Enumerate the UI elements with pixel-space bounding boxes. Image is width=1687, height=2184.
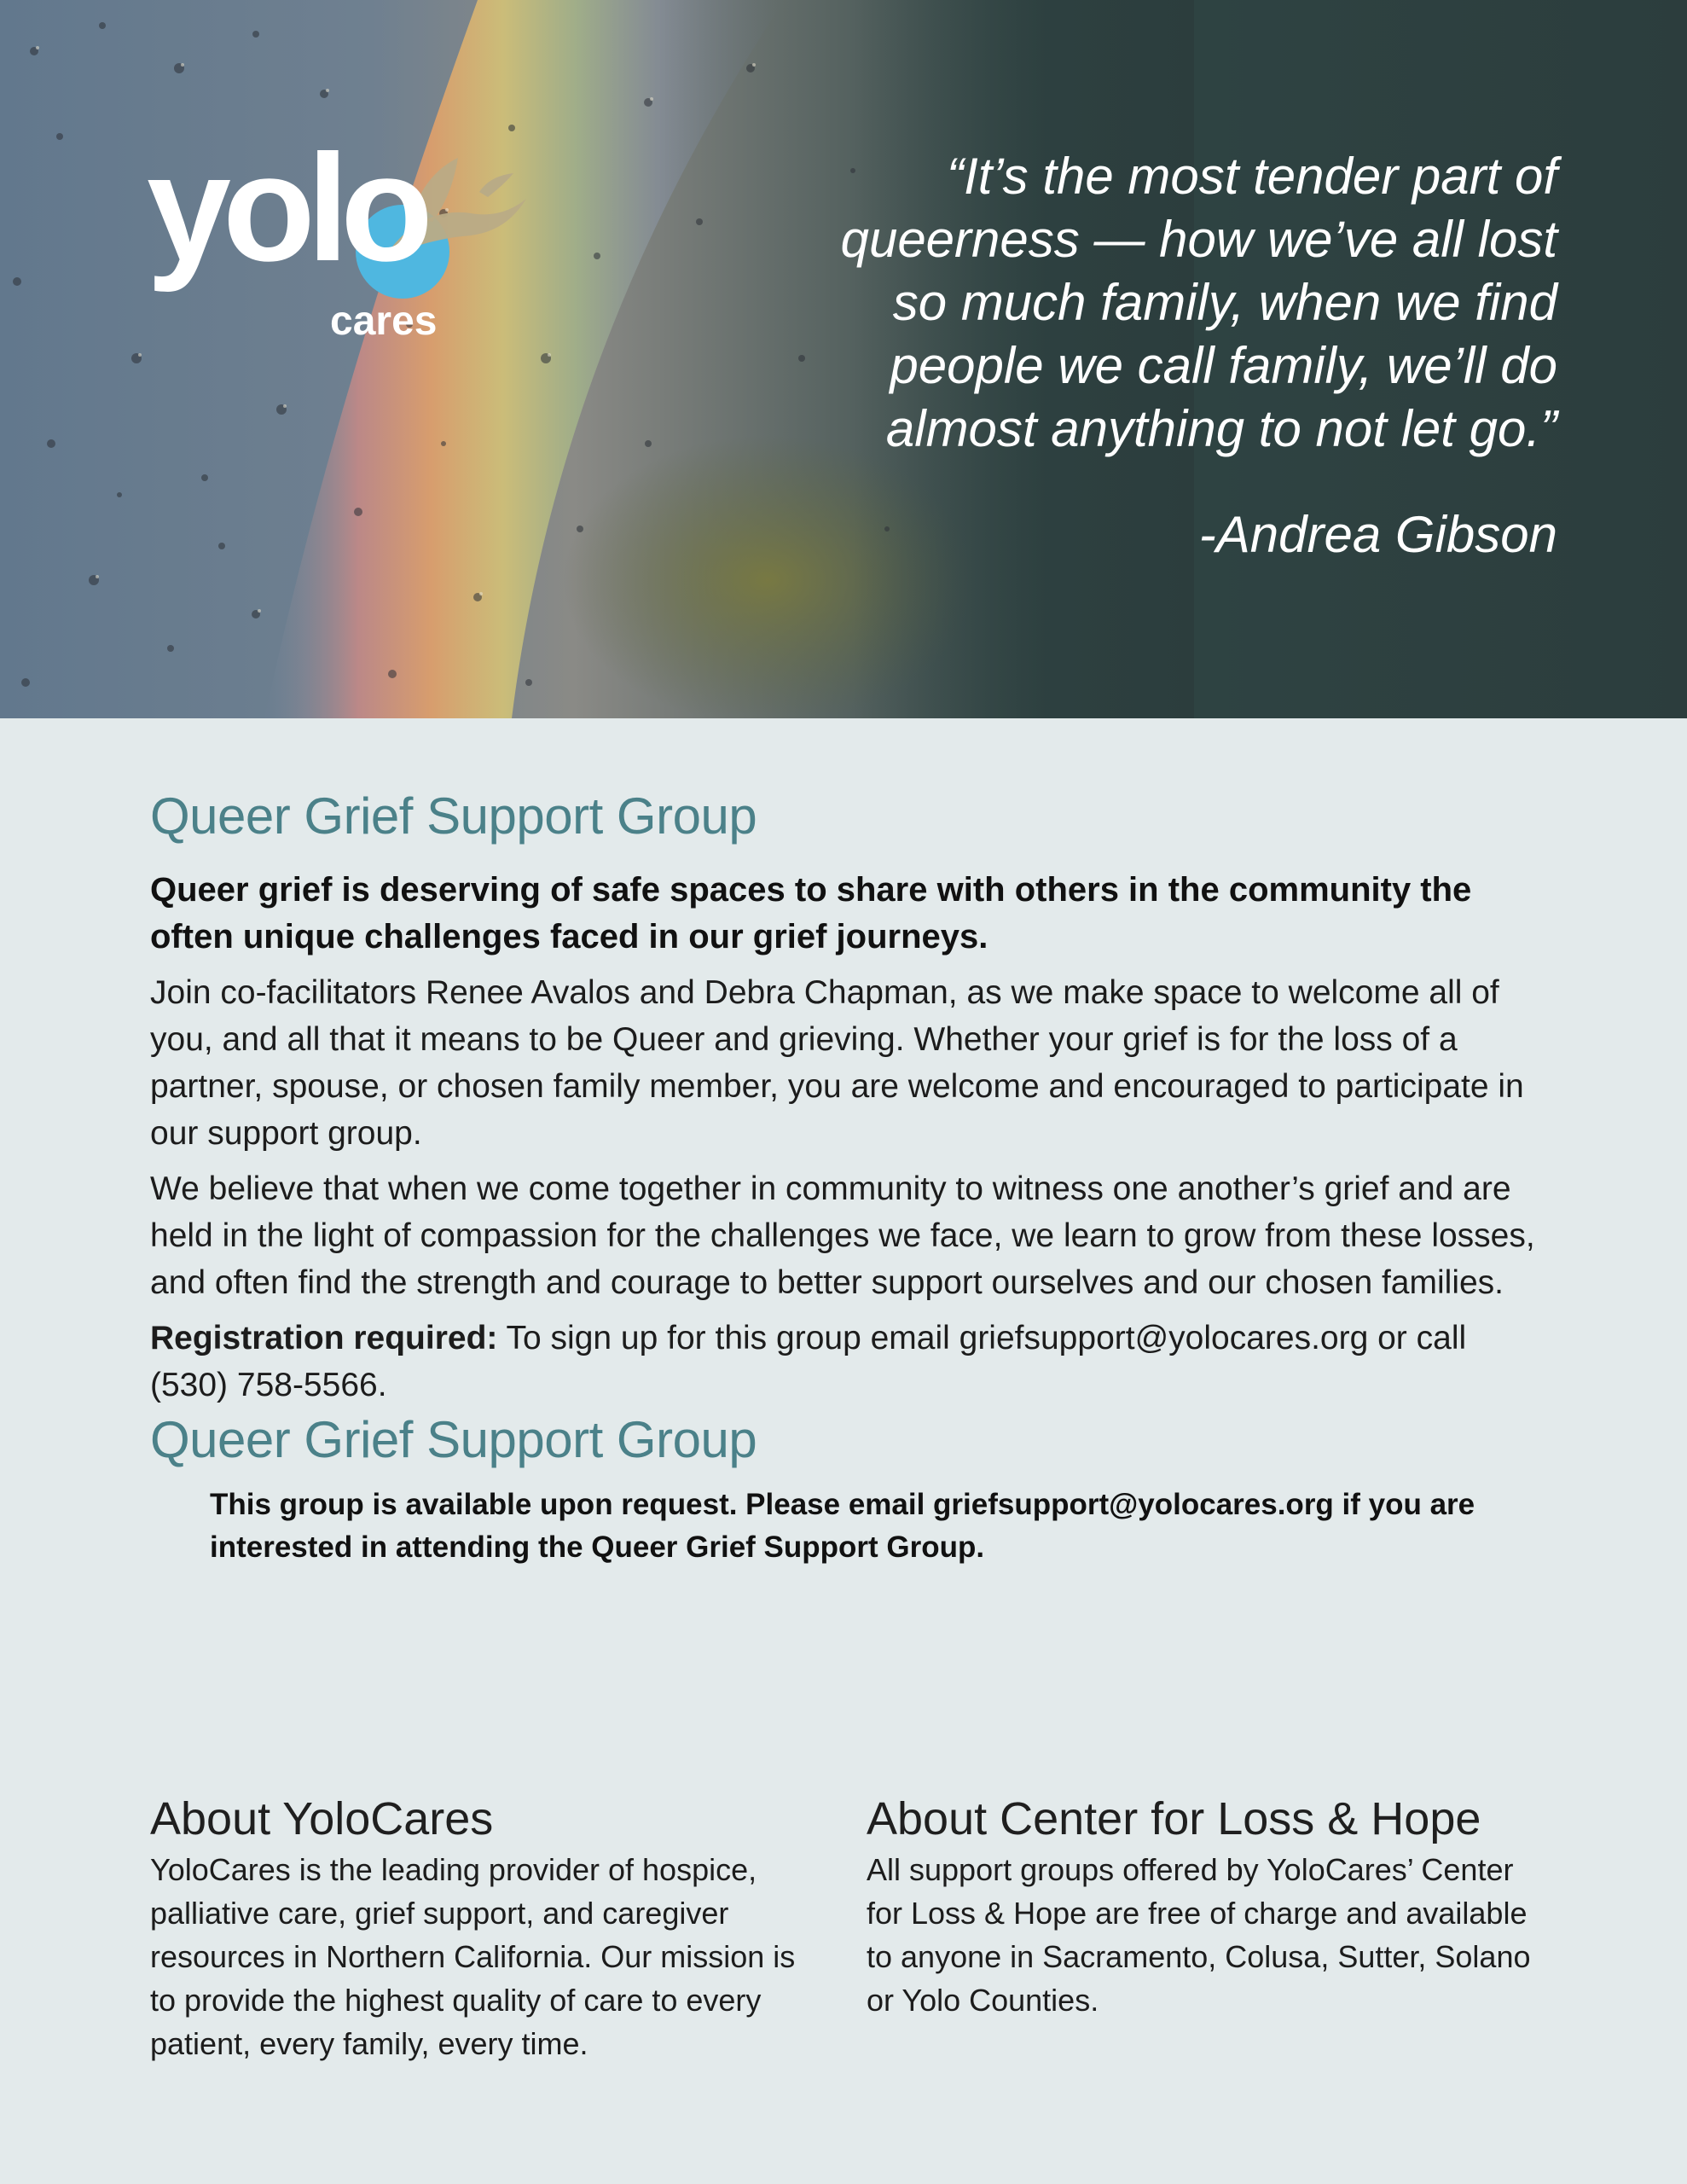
about-center-section — [867, 1792, 1532, 2022]
logo-wordmark: yolo — [147, 123, 425, 293]
about-center-text: All support groups offered by YoloCares’ Center for Loss & Hope are free of charge and available to anyone in Sacramento, Colusa, Sutter, Solano or Yolo Counties. — [867, 1852, 1531, 2018]
quote-line: “It’s the most tender part of — [947, 148, 1557, 205]
quote-line: people we call family, we’ll do — [890, 337, 1557, 394]
registration-text: To sign up for this group email griefsupport@yolocares.org or call (530) 758-5566. — [150, 1320, 1467, 1403]
registration-paragraph — [150, 1315, 1549, 1409]
main-content — [150, 785, 1549, 1569]
lead-paragraph: Queer grief is deserving of safe spaces to share with others in the community the often unique challenges faced in our grief journeys. — [150, 871, 1472, 956]
availability-title: Queer Grief Support Group — [150, 1411, 757, 1468]
quote-line: almost anything to not let go.” — [885, 400, 1557, 457]
about-center-title: About Center for Loss & Hope — [867, 1793, 1481, 1844]
page-title: Queer Grief Support Group — [150, 787, 757, 845]
about-yolocares-title: About YoloCares — [150, 1793, 494, 1844]
community-paragraph: We believe that when we come together in community to witness one another’s grief and are held in the light of compassion for the challenges we face, we learn to grow from these losses, and often find the strength and courage to better support ourselves and our chosen families. — [150, 1170, 1535, 1301]
yolocares-logo[interactable] — [147, 123, 530, 354]
quote-line: queerness — how we’ve all lost — [840, 211, 1557, 268]
quote-author: -Andrea Gibson — [1198, 506, 1557, 563]
hero-quote — [790, 145, 1557, 461]
registration-label: Registration required: — [150, 1320, 498, 1356]
facilitators-paragraph: Join co-facilitators Renee Avalos and Debra Chapman, as we make space to welcome all of you, and all that it means to be Queer and grieving. Whether your grief is for the loss of a partner, spouse, or chosen family member, you are welcome and encouraged to participate in our support group. — [150, 974, 1524, 1152]
availability-text: This group is available upon request. Please email griefsupport@yolocares.org if you are interested in attending the Queer Grief Support Group. — [210, 1488, 1475, 1564]
about-yolocares-section — [150, 1792, 815, 2065]
hero-banner — [0, 0, 1687, 718]
quote-line: so much family, when we find — [892, 274, 1557, 331]
about-yolocares-text: YoloCares is the leading provider of hospice, palliative care, grief support, and caregiver resources in Northern California. Our mission is to provide the highest quality of care to every patient, every family, every time. — [150, 1852, 796, 2061]
logo-subtitle: cares — [330, 299, 438, 344]
